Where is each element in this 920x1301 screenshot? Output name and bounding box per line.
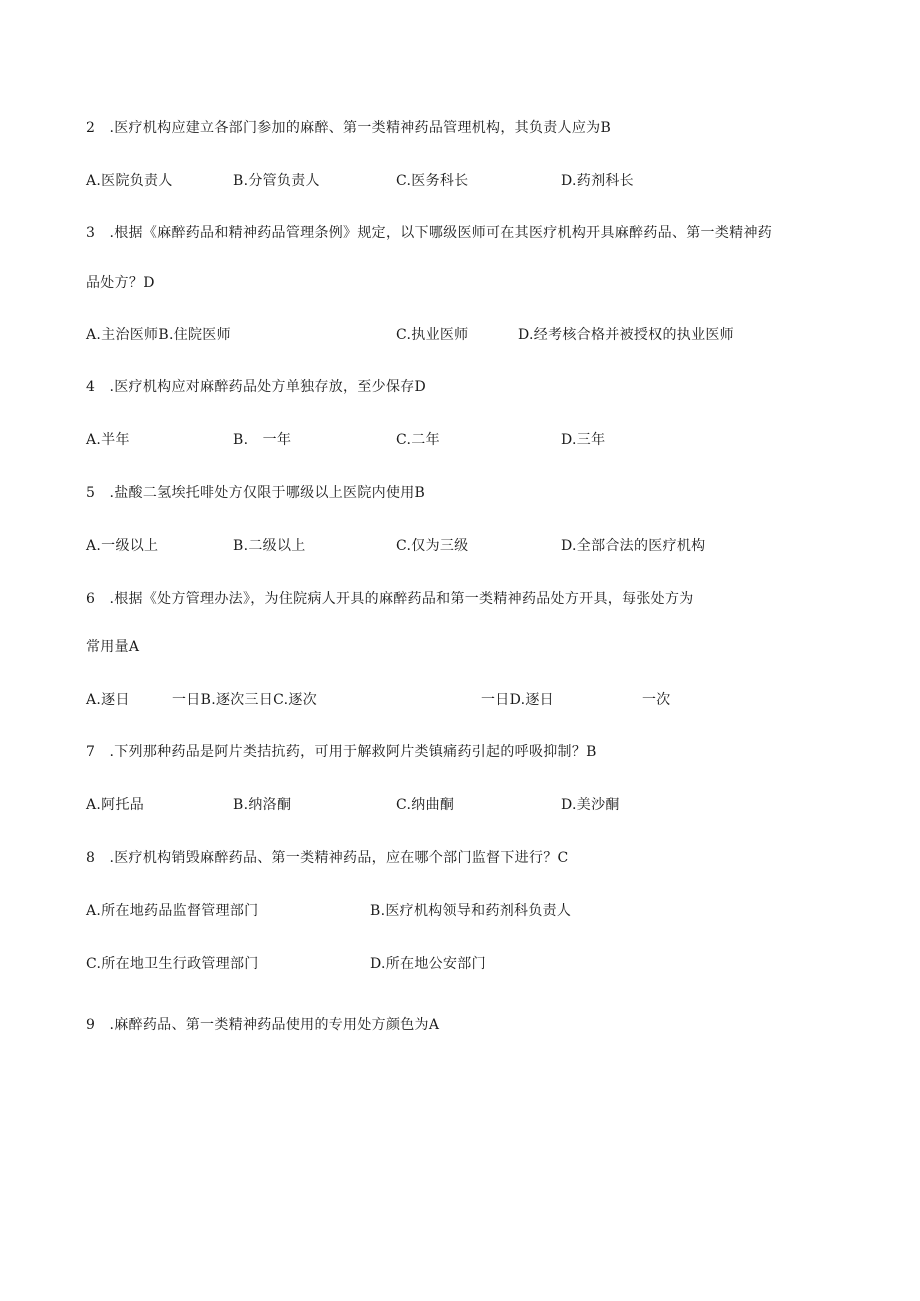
question-5-option-a: A.一级以上: [86, 538, 159, 554]
question-3-option-d: D.经考核合格并被授权的执业医师: [518, 327, 734, 343]
question-7-stem: 7 .下列那种药品是阿片类拮抗药，可用于解救阿片类镇痛药引起的呼吸抑制？B: [86, 744, 597, 760]
question-4-option-d: D.三年: [561, 432, 606, 448]
question-5-option-d: D.全部合法的医疗机构: [561, 538, 706, 554]
question-8-option-b: B.医疗机构领导和药剂科负责人: [370, 903, 572, 919]
question-3-stem-line-1: 3 .根据《麻醉药品和精神药品管理条例》规定，以下哪级医师可在其医疗机构开具麻醉药品、第一类精神药: [86, 225, 773, 241]
question-4-option-c: C.二年: [396, 432, 440, 448]
question-6-stem-line-1: 6 .根据《处方管理办法》，为住院病人开具的麻醉药品和第一类精神药品处方开具，每张处方为: [86, 591, 694, 607]
question-2-option-d: D.药剂科长: [561, 173, 634, 189]
question-8-option-d: D.所在地公安部门: [370, 956, 486, 972]
question-6-stem-line-2: 常用量A: [86, 639, 140, 655]
question-4-option-b: B. 一年: [233, 432, 292, 448]
question-7-option-d: D.美沙酮: [561, 797, 620, 813]
question-6-option-a: A.逐日: [86, 692, 130, 708]
question-5-option-c: C.仅为三级: [396, 538, 469, 554]
question-6-option-bc: 一日B.逐次三日C.逐次: [172, 692, 318, 708]
question-2-stem: 2 .医疗机构应建立各部门参加的麻醉、第一类精神药品管理机构，其负责人应为B: [86, 120, 612, 136]
question-3-stem-line-2: 品处方？D: [86, 275, 155, 291]
question-3-option-ab: A.主治医师B.住院医师: [86, 327, 231, 343]
question-3-option-c: C.执业医师: [396, 327, 469, 343]
question-8-option-c: C.所在地卫生行政管理部门: [86, 956, 259, 972]
question-2-option-c: C.医务科长: [396, 173, 469, 189]
question-4-option-a: A.半年: [86, 432, 130, 448]
question-2-option-b: B.分管负责人: [233, 173, 320, 189]
question-7-option-b: B.纳洛酮: [233, 797, 292, 813]
question-8-stem: 8 .医疗机构销毁麻醉药品、第一类精神药品，应在哪个部门监督下进行？C: [86, 850, 569, 866]
question-7-option-c: C.纳曲酮: [396, 797, 455, 813]
question-2-option-a: A.医院负责人: [86, 173, 173, 189]
question-6-option-d-tail: 一次: [642, 692, 671, 708]
question-5-stem: 5 .盐酸二氢埃托啡处方仅限于哪级以上医院内使用B: [86, 485, 426, 501]
question-6-option-d: 一日D.逐日: [481, 692, 554, 708]
question-8-option-a: A.所在地药品监督管理部门: [86, 903, 259, 919]
question-7-option-a: A.阿托品: [86, 797, 145, 813]
question-4-stem: 4 .医疗机构应对麻醉药品处方单独存放，至少保存D: [86, 379, 427, 395]
question-9-stem: 9 .麻醉药品、第一类精神药品使用的专用处方颜色为A: [86, 1017, 440, 1033]
question-5-option-b: B.二级以上: [233, 538, 306, 554]
